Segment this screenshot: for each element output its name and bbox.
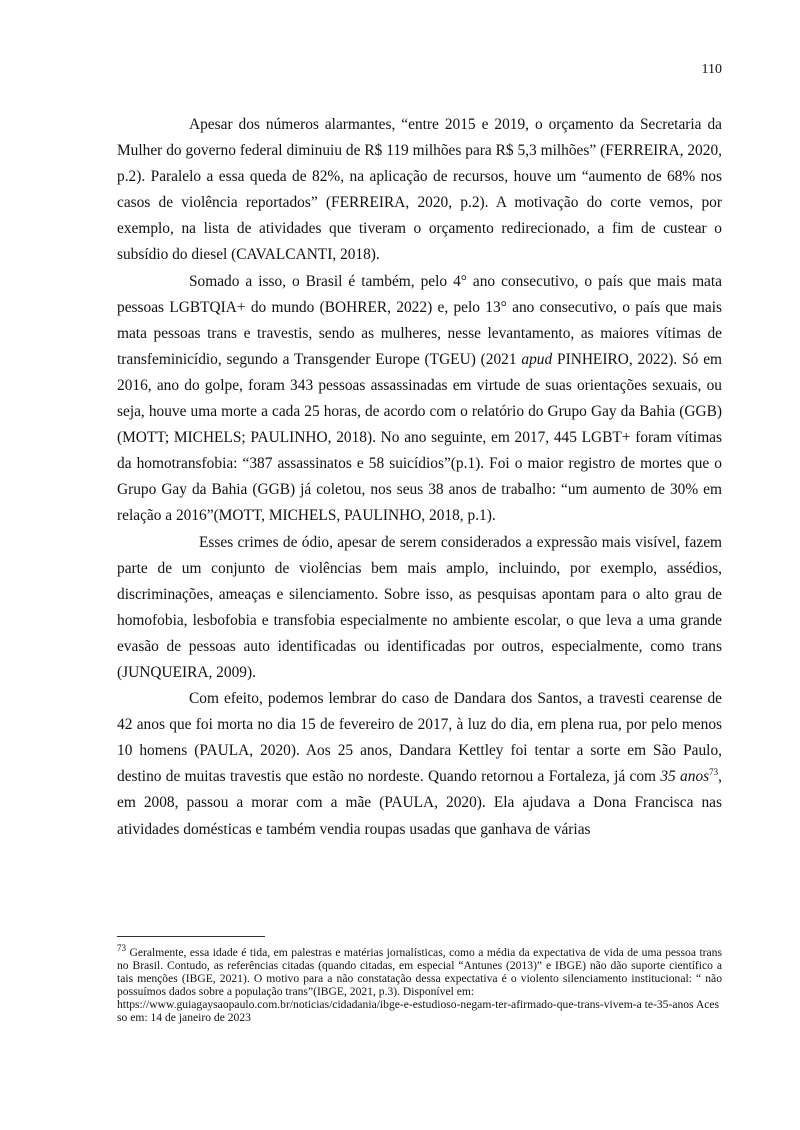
footnote-separator: [117, 936, 265, 937]
body-text: [117, 112, 722, 843]
age-italic: 35 anos: [660, 768, 710, 786]
paragraph-4-text-a: Com efeito, podemos lembrar do caso de Dandara dos Santos, a travesti cearense de 42 anos que foi morta no dia 15 de fevereiro de 2017, à luz do dia, em plena rua, por pelo menos 10 homens (PAULA, 2020). Aos 25 anos, Dandara Kettley foi tentar a sorte em São Paulo, destino de muitas travestis que estão no nordeste. Quando retornou a Fortaleza, já com: [117, 690, 722, 786]
footnote-text: Geralmente, essa idade é tida, em palestras e matérias jornalísticas, como a média da expectativa de vida de uma pessoa trans no Brasil. Contudo, as referências citadas (quando citadas, em especial “Antunes (2013)” e IBGE) não dão suporte científico a tais menções (IBGE, 2021). O motivo para a não constatação dessa expectativa é o violento silenciamento institucional: “ não possuímos dados sobre a população trans”(IBGE, 2021, p.3). Disponível em:: [117, 946, 722, 998]
paragraph-4-text-b: , em 2008, passou a morar com a mãe (PAULA, 2020). Ela ajudava a Dona Francisca nas atividades domésticas e também vendia roupas usadas que ganhava de várias: [117, 768, 722, 838]
apud-italic: apud: [521, 350, 553, 368]
footnote-url[interactable]: https://www.guiagaysaopaulo.com.br/noticias/cidadania/ibge-e-estudioso-negam-ter-afirmado-que-trans-vivem-a te-35-anos Acesso em: 14 de janeiro de 2023: [117, 998, 720, 1024]
footnote-marker: 73: [117, 943, 126, 954]
footnote-reference[interactable]: 73: [709, 767, 719, 778]
paragraph-2: [117, 269, 722, 530]
paragraph-2-text-b: PINHEIRO, 2022). Só em 2016, ano do golpe, foram 343 pessoas assassinadas em virtude de suas orientações sexuais, ou seja, houve uma morte a cada 25 horas, de acordo com o relatório do Grupo Gay da Bahia (GGB) (MOTT; MICHELS; PAULINHO, 2018). No ano seguinte, em 2017, 445 LGBT+ foram vítimas da homotransfobia: “387 assassinatos e 58 suicídios”(p.1). Foi o maior registro de mortes que o Grupo Gay da Bahia (GGB) já coletou, nos seus 38 anos de trabalho: “um aumento de 30% em relação a 2016”(MOTT, MICHELS, PAULINHO, 2018, p.1).: [117, 350, 722, 525]
page-number: 110: [701, 62, 722, 77]
paragraph-2-text-a: Somado a isso, o Brasil é também, pelo 4° ano consecutivo, o país que mais mata pessoas LGBTQIA+ do mundo (BOHRER, 2022) e, pelo 13° ano consecutivo, o país que mais mata pessoas trans e travestis, sendo as mulheres, nesse levantamento, as maiores vítimas de transfeminicídio, segundo a Transgender Europe (TGEU) (2021: [117, 272, 722, 368]
paragraph-3: Esses crimes de ódio, apesar de serem considerados a expressão mais visível, fazem parte de um conjunto de violências bem mais amplo, incluindo, por exemplo, assédios, discriminações, ameaças e silenciamento. Sobre isso, as pesquisas apontam para o alto grau de homofobia, lesbofobia e transfobia especialmente no ambiente escolar, o que leva a uma grande evasão de pessoas auto identificadas ou identificadas por outros, especialmente, como trans (JUNQUEIRA, 2009).: [117, 533, 722, 681]
paragraph-1: Apesar dos números alarmantes, “entre 2015 e 2019, o orçamento da Secretaria da Mulher do governo federal diminuiu de R$ 119 milhões para R$ 5,3 milhões” (FERREIRA, 2020, p.2). Paralelo a essa queda de 82%, na aplicação de recursos, houve um “aumento de 68% nos casos de violência reportados” (FERREIRA, 2020, p.2). A motivação do corte vemos, por exemplo, na lista de atividades que tiveram o orçamento redirecionado, a fim de custear o subsídio do diesel (CAVALCANTI, 2018).: [117, 116, 722, 264]
paragraph-4: [117, 686, 722, 843]
footnote: [117, 943, 722, 1024]
